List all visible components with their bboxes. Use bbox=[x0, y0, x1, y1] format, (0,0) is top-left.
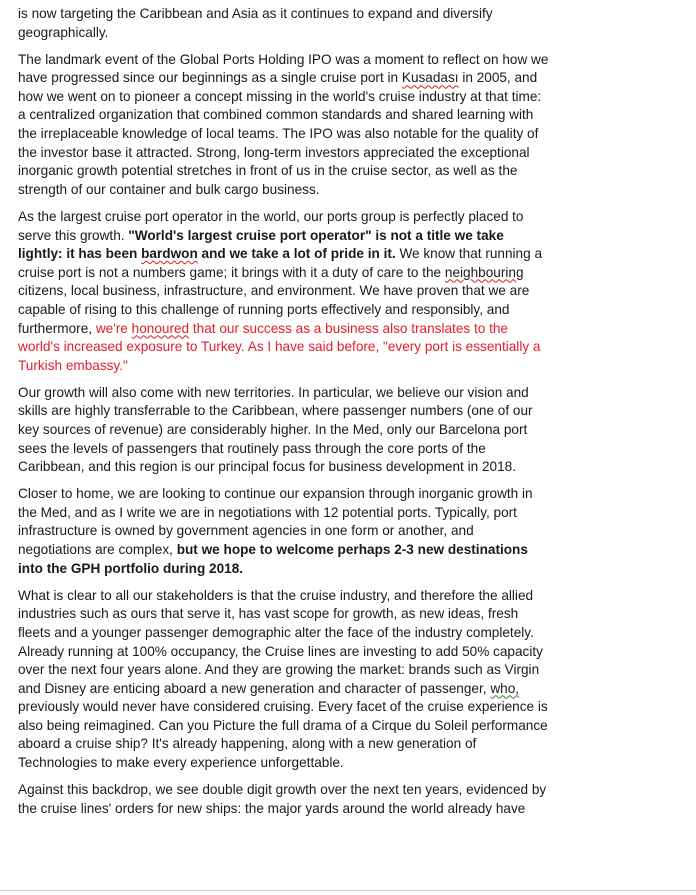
text-line: citizens, local business, infrastructure, and environment. We have proven that we are bbox=[18, 283, 530, 299]
bold-text-run: "World's largest cruise port operator" is not a title we take bbox=[128, 227, 504, 243]
text-line: previously would never have considered cruising. Every facet of the cruise experience is bbox=[18, 699, 548, 715]
text-line: key sources of revenue) are considerably higher. In the Med, only our Barcelona port bbox=[18, 421, 528, 437]
text-run: serve this growth. bbox=[18, 227, 129, 243]
text-line: the irreplaceable knowledge of local teams. The IPO was also notable for the quality of bbox=[18, 126, 539, 142]
red-text-run: we're bbox=[95, 320, 132, 336]
paragraph-3 bbox=[18, 208, 680, 375]
text-line: industries such as ours that serve it, has vast scope for growth, as new ideas, fresh bbox=[18, 606, 519, 622]
text-line: Caribbean, and this region is our principal focus for business development in 2018. bbox=[18, 459, 516, 475]
text-line: infrastructure is owned by government agencies in one form or another, and bbox=[18, 523, 474, 539]
text-line bbox=[18, 264, 680, 283]
grammar-flagged-word[interactable]: who, bbox=[490, 680, 520, 696]
text-line bbox=[18, 320, 680, 339]
text-line: Technologies to make every experience unforgettable. bbox=[18, 755, 344, 771]
misspelled-word[interactable]: neighbouring bbox=[444, 264, 524, 280]
text-line: fleets and a younger passenger demographic alter the face of the industry completely. bbox=[18, 624, 534, 640]
text-line: Closer to home, we are looking to continue our expansion through inorganic growth in bbox=[18, 486, 533, 502]
bold-text-run: but we hope to welcome perhaps 2-3 new destinations bbox=[176, 542, 528, 558]
text-line: the Med, and as I write we are in negotiations with 12 potential ports. Typically, port bbox=[18, 504, 517, 520]
paragraph-5 bbox=[18, 485, 680, 578]
text-line bbox=[18, 227, 680, 246]
text-line: sees the levels of passengers that routinely pass through the core ports of the bbox=[18, 440, 486, 456]
paragraph-6 bbox=[18, 587, 680, 773]
text-line: inorganic growth potential stretches in front of us in the cruise sector, as well as the bbox=[18, 163, 518, 179]
paragraph-7 bbox=[18, 781, 680, 818]
text-run: and Disney are enticing aboard a new generation and character of passenger, bbox=[18, 680, 491, 696]
text-line: how we went on to pioneer a concept missing in the world's cruise industry at that time: bbox=[18, 88, 542, 104]
text-line: over the next four years alone. And they are growing the market: brands such as Virgin bbox=[18, 662, 540, 678]
text-run: cruise port is not a numbers game; it brings with it a duty of care to the bbox=[18, 264, 445, 280]
text-line: a centralized organization that combined common standards and shared learning with bbox=[18, 107, 534, 123]
bold-text-run: and we take a lot of pride in it. bbox=[197, 246, 396, 262]
text-run: have progressed since our beginnings as a single cruise port in bbox=[18, 70, 402, 86]
misspelled-word[interactable]: bardwon bbox=[141, 246, 198, 262]
text-line bbox=[18, 680, 680, 699]
text-line: Already running at 100% occupancy, the Cruise lines are investing to add 50% capacity bbox=[18, 643, 543, 659]
paragraph-4 bbox=[18, 384, 680, 477]
text-line: also being reimagined. Can you Picture the full drama of a Cirque du Soleil performance bbox=[18, 717, 548, 733]
text-line bbox=[18, 541, 680, 560]
text-line: Against this backdrop, we see double digit growth over the next ten years, evidenced by bbox=[18, 782, 547, 798]
text-run: in 2005, and bbox=[458, 70, 538, 86]
bold-text-line: into the GPH portfolio during 2018. bbox=[18, 560, 244, 576]
text-line: What is clear to all our stakeholders is that the cruise industry, and therefore the allied bbox=[18, 587, 534, 603]
text-run: negotiations are complex, bbox=[18, 542, 177, 558]
text-line: the investor base it attracted. Strong, long-term investors appreciated the exceptional bbox=[18, 144, 530, 160]
red-text-line: world's increased exposure to Turkey. As I have said before, "every port is essentially a bbox=[18, 339, 541, 355]
paragraph-1 bbox=[18, 5, 680, 42]
misspelled-word[interactable]: Kusadası bbox=[401, 70, 459, 86]
paragraph-2 bbox=[18, 51, 680, 200]
red-text-line: Turkish embassy." bbox=[18, 357, 128, 373]
text-line: Our growth will also come with new territories. In particular, we believe our vision and bbox=[18, 384, 529, 400]
text-line: the cruise lines' orders for new ships: the major yards around the world already have bbox=[18, 800, 526, 816]
text-run: We know that running a bbox=[395, 246, 543, 262]
text-line bbox=[18, 69, 680, 88]
text-line: geographically. bbox=[18, 24, 109, 40]
text-line: strength of our container and bulk cargo business. bbox=[18, 181, 320, 197]
misspelled-word[interactable]: honoured bbox=[131, 320, 190, 336]
document-body bbox=[18, 5, 680, 827]
page-bottom-divider bbox=[0, 890, 696, 891]
text-line: capable of rising to this challenge of running ports effectively and responsibly, and bbox=[18, 301, 510, 317]
bold-text-run: lightly: it has been bbox=[18, 246, 142, 262]
text-line: The landmark event of the Global Ports Holding IPO was a moment to reflect on how we bbox=[18, 51, 549, 67]
text-line bbox=[18, 245, 680, 264]
red-text-run: that our success as a business also translates to the bbox=[189, 320, 508, 336]
text-line: As the largest cruise port operator in the world, our ports group is perfectly placed to bbox=[18, 208, 524, 224]
text-run: furthermore, bbox=[18, 320, 96, 336]
text-line: is now targeting the Caribbean and Asia as it continues to expand and diversify bbox=[18, 6, 493, 21]
text-line: aboard a cruise ship? It's already happening, along with a new generation of bbox=[18, 736, 477, 752]
text-line: skills are highly transferrable to the Caribbean, where passenger numbers (one of our bbox=[18, 403, 533, 419]
